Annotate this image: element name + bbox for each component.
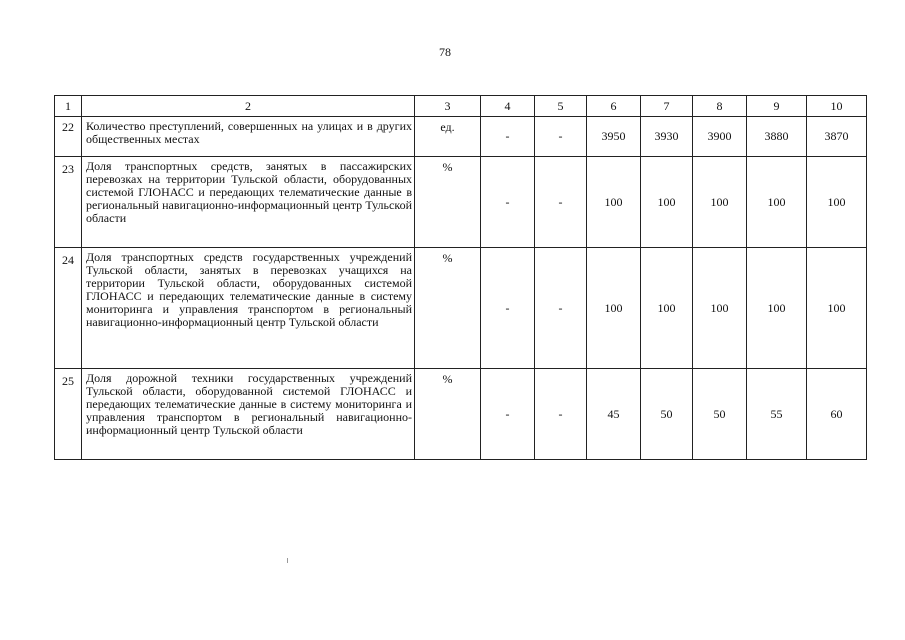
value-cell: 100 [747,157,807,248]
table-row [55,369,867,460]
value-cell: - [481,248,535,369]
header-cell: 4 [481,96,535,117]
value-cell: 3930 [641,117,693,157]
value-cell: - [535,117,587,157]
indicator-name: Доля транспортных средств, занятых в пассажирских перевозках на территории Тульской области, оборудованных системой ГЛОНАСС и передающих телематические данные в региональный навигационно-информационный центр Тульской области [82,157,415,248]
value-cell: - [481,369,535,460]
header-cell: 10 [807,96,867,117]
value-cell: 100 [641,157,693,248]
value-cell: 100 [693,157,747,248]
header-cell: 9 [747,96,807,117]
header-cell: 1 [55,96,82,117]
value-cell: - [481,157,535,248]
value-cell: 60 [807,369,867,460]
header-cell: 6 [587,96,641,117]
value-cell: 100 [693,248,747,369]
row-number: 23 [55,157,82,248]
value-cell: 55 [747,369,807,460]
scan-artifact [287,558,288,563]
value-cell: 100 [807,248,867,369]
unit-cell: ед. [415,117,481,157]
value-cell: 3900 [693,117,747,157]
table-row [55,248,867,369]
value-cell: 100 [747,248,807,369]
value-cell: 3870 [807,117,867,157]
row-number: 22 [55,117,82,157]
value-cell: 3880 [747,117,807,157]
header-cell: 2 [82,96,415,117]
indicators-table [54,95,867,460]
value-cell: 100 [807,157,867,248]
value-cell: 100 [587,248,641,369]
indicator-name: Доля дорожной техники государственных учреждений Тульской области, оборудованной системой ГЛОНАСС и передающих телематические данные в систему мониторинга и управления транспортом в региональный навигационно-информационный центр Тульской области [82,369,415,460]
header-cell: 8 [693,96,747,117]
indicator-name: Количество преступлений, совершенных на улицах и в других общественных местах [82,117,415,157]
indicator-name: Доля транспортных средств государственных учреждений Тульской области, занятых в перевозках учащихся на территории Тульской области, оборудованных системой ГЛОНАСС и передающих телематические данные в систему мониторинга и управления транспортом в региональный навигационно-информационный центр Тульской области [82,248,415,369]
table-row [55,117,867,157]
table-row [55,157,867,248]
value-cell: 50 [693,369,747,460]
value-cell: 100 [641,248,693,369]
value-cell: - [535,369,587,460]
value-cell: 100 [587,157,641,248]
unit-cell: % [415,248,481,369]
value-cell: 50 [641,369,693,460]
value-cell: - [535,248,587,369]
value-cell: - [535,157,587,248]
header-cell: 3 [415,96,481,117]
header-cell: 7 [641,96,693,117]
value-cell: 3950 [587,117,641,157]
row-number: 25 [55,369,82,460]
value-cell: 45 [587,369,641,460]
row-number: 24 [55,248,82,369]
unit-cell: % [415,369,481,460]
table-header-row [55,96,867,117]
value-cell: - [481,117,535,157]
header-cell: 5 [535,96,587,117]
page-number: 78 [439,45,451,59]
unit-cell: % [415,157,481,248]
